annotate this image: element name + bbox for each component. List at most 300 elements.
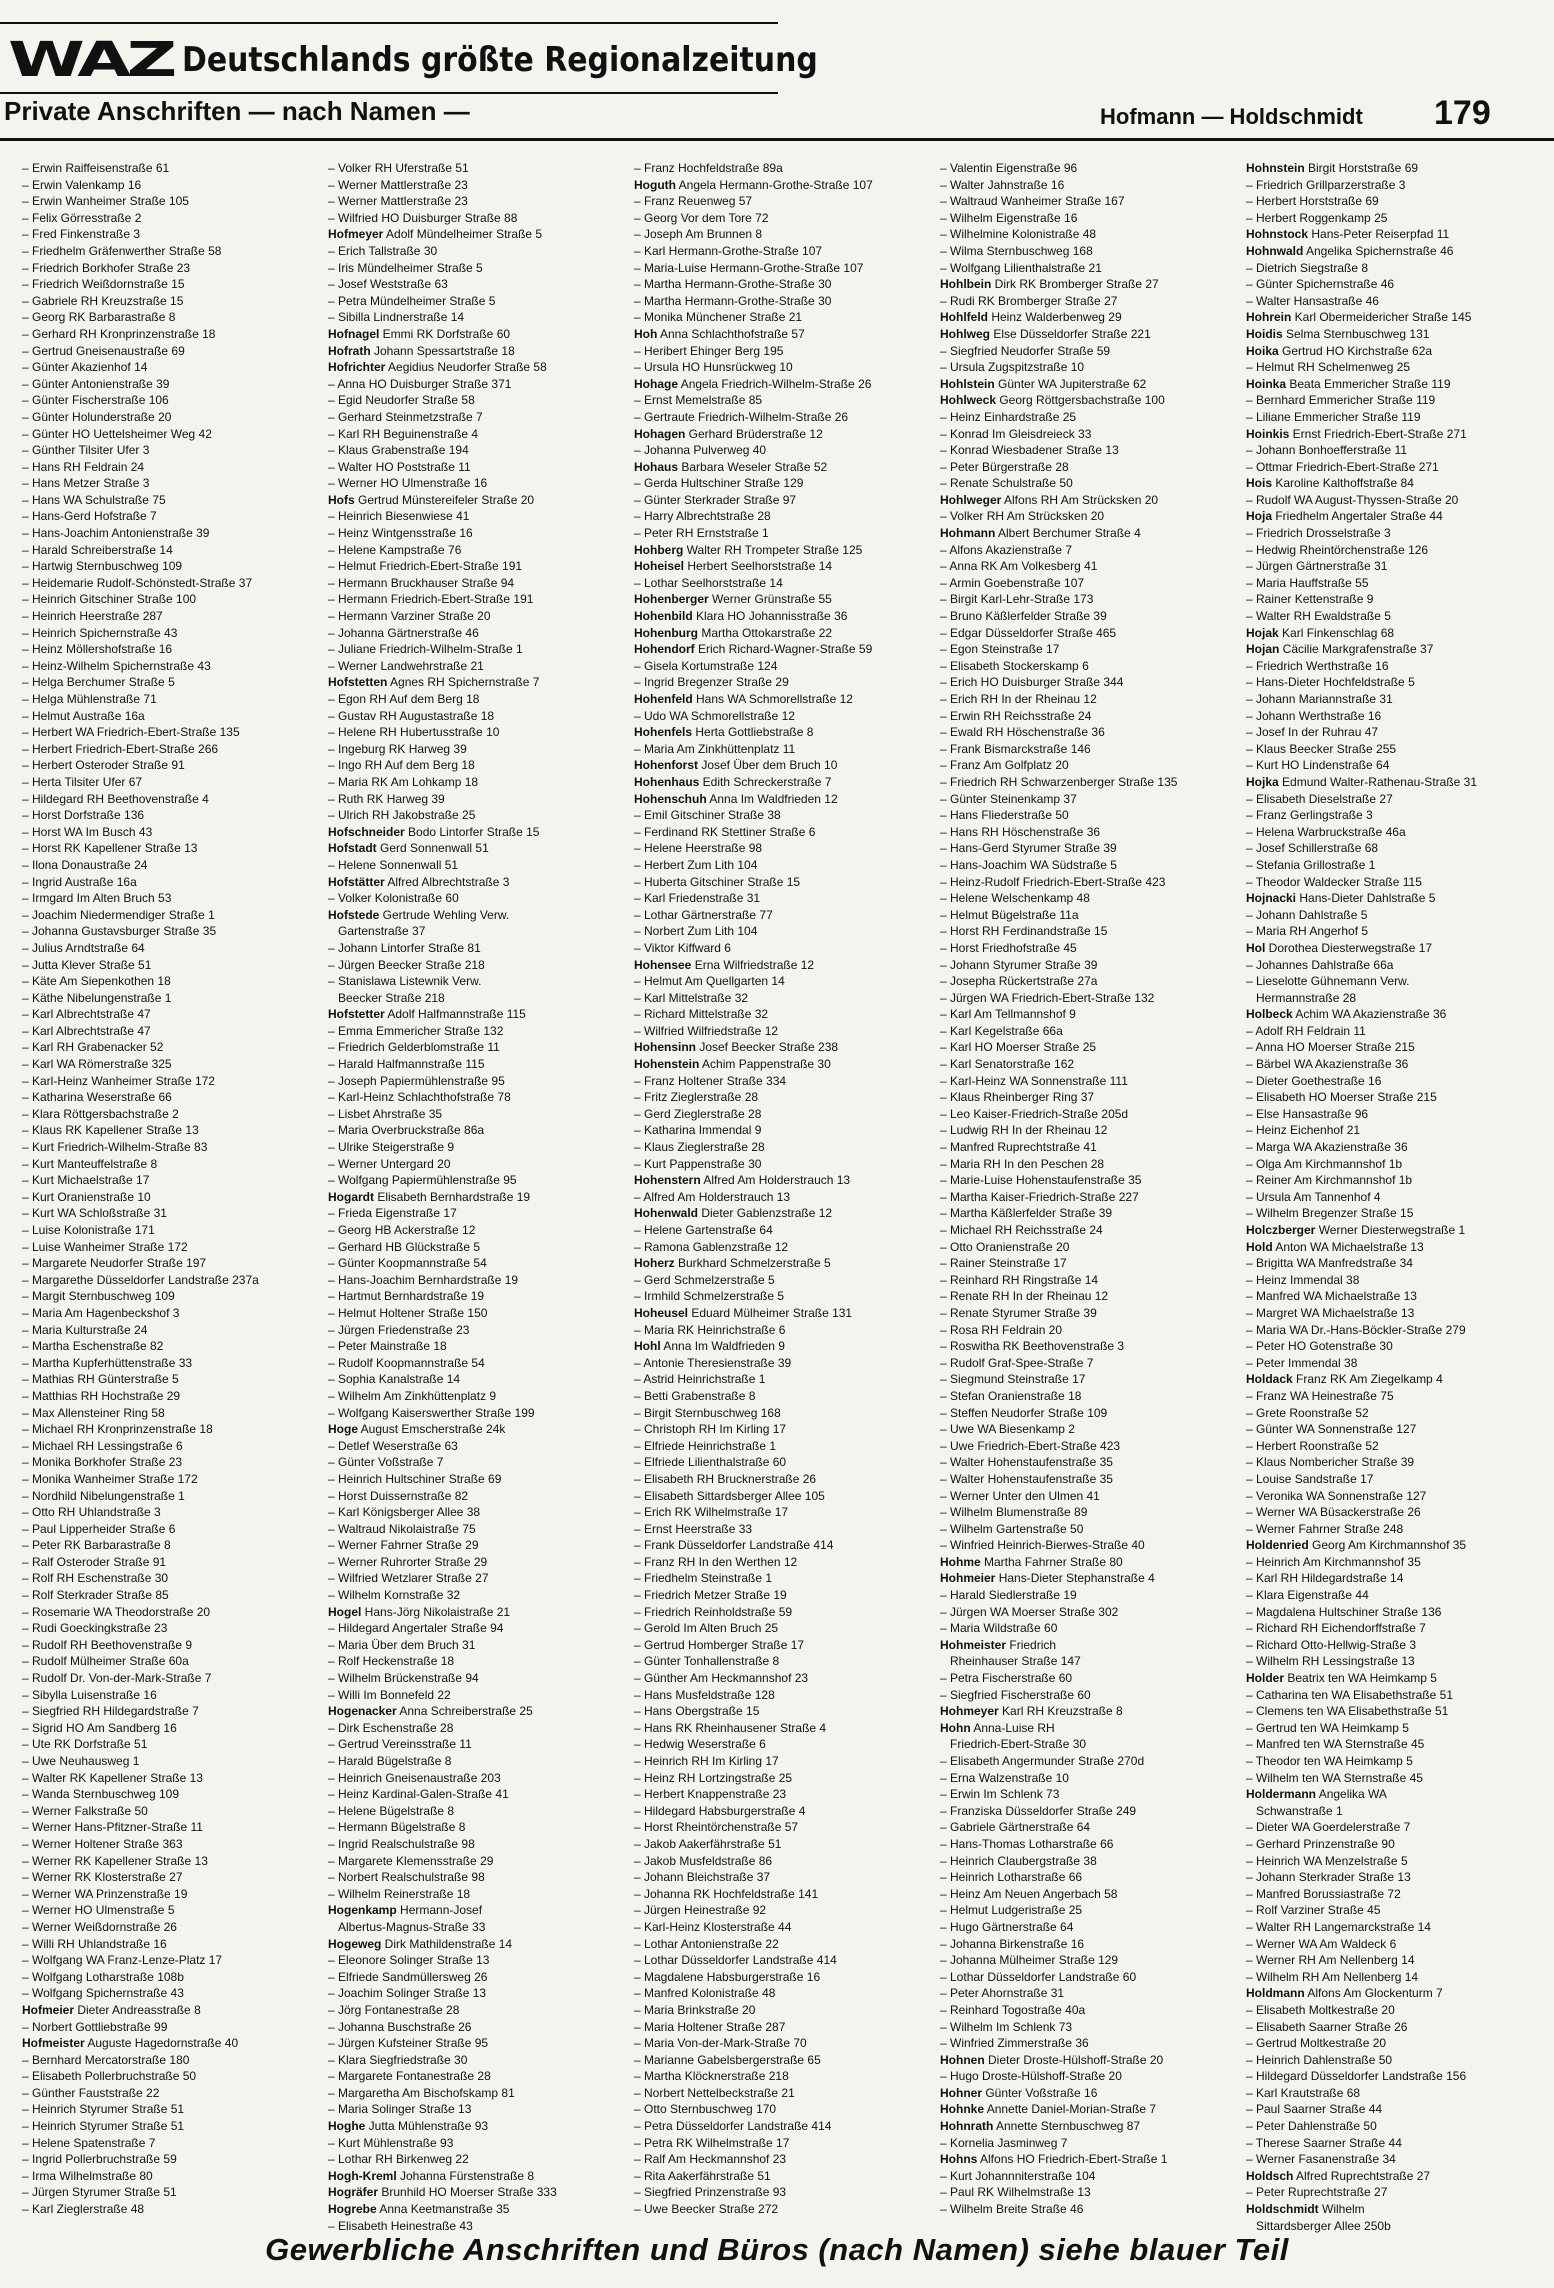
surname-heading: Hohenberger bbox=[634, 592, 709, 607]
listing-entry: – Maria WA Dr.-Hans-Böckler-Straße 279 bbox=[1246, 1322, 1466, 1337]
listing-entry: – Klaus Rheinberger Ring 37 bbox=[940, 1090, 1095, 1105]
listing-entry: – Elisabeth Saarner Straße 26 bbox=[1246, 2019, 1408, 2034]
listing-entry: – Helga Mühlenstraße 71 bbox=[22, 692, 157, 706]
listing-entry: – Margit Sternbuschweg 109 bbox=[22, 1289, 175, 1304]
surname-heading: Hohage bbox=[634, 376, 679, 391]
listing-entry: – Leo Kaiser-Friedrich-Straße 205d bbox=[940, 1106, 1129, 1121]
listing-entry: – Uwe WA Biesenkamp 2 bbox=[940, 1422, 1075, 1437]
listing-entry: – Renate RH In der Rheinau 12 bbox=[940, 1289, 1109, 1304]
listing-entry: – Reiner Am Kirchmannshof 1b bbox=[1246, 1173, 1413, 1188]
listing-entry: – Matthias RH Hochstraße 29 bbox=[22, 1388, 181, 1403]
listing-entry: – Hermann Friedrich-Ebert-Straße 191 bbox=[328, 592, 534, 607]
listing-entry: – Wolfgang Lotharstraße 108b bbox=[22, 1969, 184, 1984]
listing-entry: – Wilhelm Blumenstraße 89 bbox=[940, 1505, 1088, 1520]
listing-entry: – Karl HO Moerser Straße 25 bbox=[940, 1040, 1097, 1055]
surname-heading: Hohme bbox=[940, 1554, 981, 1569]
listing-entry: – Werner Fahrner Straße 29 bbox=[328, 1538, 479, 1553]
listing-entry: – Maria Wildstraße 60 bbox=[940, 1621, 1058, 1636]
listing-entry: – Gertraute Friedrich-Wilhelm-Straße 26 bbox=[634, 409, 849, 424]
listing-entry: – Armin Goebenstraße 107 bbox=[940, 575, 1085, 590]
listing-entry: – Erwin Wanheimer Straße 105 bbox=[22, 194, 189, 209]
listing-entry: – Jutta Klever Straße 51 bbox=[22, 957, 152, 972]
listing-entry: – Johanna Gärtnerstraße 46 bbox=[328, 625, 479, 640]
listing-entry: – Petra Düsseldorfer Landstraße 414 bbox=[634, 2119, 832, 2134]
listing-entry: – Horst RH Ferdinandstraße 15 bbox=[940, 924, 1108, 939]
listing-entry: Hohenhaus Edith Schreckerstraße 7 bbox=[634, 774, 832, 789]
listing-entry: Hofs Gertrud Münstereifeler Straße 20 bbox=[328, 492, 535, 507]
surname-heading: Hofschneider bbox=[328, 824, 405, 839]
surname-heading: Hohlweck bbox=[940, 393, 997, 408]
surname-heading: Hojnacki bbox=[1246, 891, 1297, 906]
listing-entry: – Erwin RH Reichsstraße 24 bbox=[940, 708, 1092, 723]
listing-entry: Hohagen Gerhard Brüderstraße 12 bbox=[634, 426, 823, 441]
listing-entry: – Hans-Joachim Bernhardstraße 19 bbox=[328, 1272, 519, 1287]
listing-entry: – Werner Unter den Ulmen 41 bbox=[940, 1488, 1100, 1503]
listing-entry: – Friedrich Metzer Straße 19 bbox=[634, 1588, 787, 1603]
listing-entry: – Karl-Heinz WA Sonnenstraße 111 bbox=[940, 1073, 1128, 1088]
listing-entry: Hohenbild Klara HO Johannisstraße 36 bbox=[634, 609, 848, 624]
listing-entry: – Friedrich RH Schwarzenberger Straße 135 bbox=[940, 774, 1178, 789]
listing-entry: Hofstadt Gerd Sonnenwall 51 bbox=[328, 841, 489, 856]
listing-entry: – Wilhelm Breite Straße 46 bbox=[940, 2202, 1084, 2217]
listing-entry: – Karl Kegelstraße 66a bbox=[940, 1023, 1063, 1038]
listing-entry: – Hugo Gärtnerstraße 64 bbox=[940, 1919, 1074, 1934]
listing-entry: – Martha Kaiser-Friedrich-Straße 227 bbox=[940, 1189, 1139, 1204]
listing-entry: – Petra RK Wilhelmstraße 17 bbox=[634, 2135, 790, 2150]
surname-heading: Hohenfels bbox=[634, 725, 693, 740]
listing-entry: – Karl Hermann-Grothe-Straße 107 bbox=[634, 243, 823, 258]
listing-entry: – Helmut Bügelstraße 11a bbox=[940, 907, 1079, 922]
listing-entry: – Maria Am Hagenbeckshof 3 bbox=[22, 1305, 180, 1320]
listing-entry: – Karl Senatorstraße 162 bbox=[940, 1057, 1075, 1072]
listing-entry: – Karl Am Tellmannshof 9 bbox=[940, 1007, 1076, 1022]
listing-entry: – Rudolf Graf-Spee-Straße 7 bbox=[940, 1355, 1094, 1370]
name-range: Hofmann — Holdschmidt bbox=[1100, 104, 1363, 129]
listing-entry: – Marianne Gabelsbergerstraße 65 bbox=[634, 2052, 821, 2067]
listing-entry: – Wilhelm Am Zinkhüttenplatz 9 bbox=[328, 1388, 497, 1403]
listing-entry: – Franz Am Golfplatz 20 bbox=[940, 758, 1069, 773]
listing-entry: – Maria RH In den Peschen 28 bbox=[940, 1156, 1105, 1171]
listing-entry: – Petra Mündelheimer Straße 5 bbox=[328, 293, 496, 308]
surname-heading: Hogardt bbox=[328, 1189, 374, 1204]
listing-entry: – Karl Albrechtstraße 47 bbox=[22, 1023, 151, 1038]
listing-entry: – Günter Sterkrader Straße 97 bbox=[634, 492, 797, 507]
listing-entry: Hohlweck Georg Röttgersbachstraße 100 bbox=[940, 393, 1165, 408]
listing-entry: – Franz WA Heinestraße 75 bbox=[1246, 1388, 1394, 1403]
listing-entry: – Alfred Am Holderstrauch 13 bbox=[634, 1189, 791, 1204]
listing-entry: – Gerd Schmelzerstraße 5 bbox=[634, 1272, 775, 1287]
listing-entry: Hofmeier Dieter Andreasstraße 8 bbox=[22, 2002, 201, 2017]
listing-entry: – Wilhelm Brückenstraße 94 bbox=[328, 1671, 479, 1686]
listing-entry: – Peter Mainstraße 18 bbox=[328, 1339, 447, 1354]
listing-entry: Hohnstein Birgit Horststraße 69 bbox=[1246, 161, 1419, 175]
listing-entry: – Manfred Borussiastraße 72 bbox=[1246, 1886, 1401, 1901]
listing-entry: – Werner Weißdornstraße 26 bbox=[22, 1919, 177, 1934]
listing-entry: Holdermann Angelika WA bbox=[1246, 1787, 1387, 1802]
column-2 bbox=[324, 160, 630, 2233]
surname-heading: Hofstätter bbox=[328, 874, 385, 889]
listing-entry: – Rosemarie WA Theodorstraße 20 bbox=[22, 1604, 211, 1619]
listing-entry: – Klaus Beecker Straße 255 bbox=[1246, 741, 1397, 756]
listing-entry: – Karl Zieglerstraße 48 bbox=[22, 2202, 145, 2217]
masthead-rule bbox=[0, 92, 778, 94]
listing-entry: – Erna Walzenstraße 10 bbox=[940, 1770, 1069, 1785]
surname-heading: Hohmeier bbox=[940, 1571, 996, 1586]
listing-entry: – Otto Oranienstraße 20 bbox=[940, 1239, 1070, 1254]
listing-entry: – Monika Wanheimer Straße 172 bbox=[22, 1471, 198, 1486]
listing-entry: – Dirk Eschenstraße 28 bbox=[328, 1720, 454, 1735]
listing-entry: – Maria Hauffstraße 55 bbox=[1246, 575, 1369, 590]
surname-heading: Hofstede bbox=[328, 907, 380, 922]
listing-entry: – Werner Hans-Pfitzner-Straße 11 bbox=[22, 1820, 203, 1835]
listing-entry: – Josef In der Ruhrau 47 bbox=[1246, 725, 1379, 740]
surname-heading: Hohns bbox=[940, 2152, 978, 2167]
listing-entry: – Martha Hermann-Grothe-Straße 30 bbox=[634, 277, 832, 292]
listing-entry: Hohlfeld Heinz Walderbenweg 29 bbox=[940, 310, 1122, 325]
listing-entry: Hold Anton WA Michaelstraße 13 bbox=[1246, 1239, 1424, 1254]
listing-entry: – Günter Steinenkamp 37 bbox=[940, 791, 1077, 806]
listing-entry: – Detlef Weserstraße 63 bbox=[328, 1438, 458, 1453]
listing-entry: – Stefania Grillostraße 1 bbox=[1246, 857, 1376, 872]
listing-entry: – Helena Warbruckstraße 46a bbox=[1246, 824, 1406, 839]
listing-entry: – Lothar Antonienstraße 22 bbox=[634, 1936, 779, 1951]
listing-entry: – Frieda Eigenstraße 17 bbox=[328, 1206, 457, 1221]
listing-entry: Holdmann Alfons Am Glockenturm 7 bbox=[1246, 1986, 1443, 2001]
listing-entry: – Wilhelm RH Am Nellenberg 14 bbox=[1246, 1969, 1419, 1984]
listing-entry: – Ursula Am Tannenhof 4 bbox=[1246, 1189, 1381, 1204]
surname-heading: Holdenried bbox=[1246, 1538, 1309, 1553]
listing-entry: – Alfons Akazienstraße 7 bbox=[940, 542, 1073, 557]
surname-heading: Hoherz bbox=[634, 1256, 675, 1271]
listing-entry: Hofstetter Adolf Halfmannstraße 115 bbox=[328, 1007, 526, 1022]
listing-entry: Hofrichter Aegidius Neudorfer Straße 58 bbox=[328, 360, 547, 375]
listing-entry: – Waltraud Wanheimer Straße 167 bbox=[940, 194, 1125, 209]
listing-entry: Hojak Karl Finkenschlag 68 bbox=[1246, 625, 1395, 640]
listing-entry: Hogel Hans-Jörg Nikolaistraße 21 bbox=[328, 1604, 511, 1619]
column-3 bbox=[630, 160, 936, 2217]
listing-entry: – Wilhelm Gartenstraße 50 bbox=[940, 1521, 1084, 1536]
listing-entry: – Helene Gartenstraße 64 bbox=[634, 1223, 773, 1237]
listing-entry: – Johanna Gustavsburger Straße 35 bbox=[22, 924, 217, 939]
listing-entry: – Hans-Joachim WA Südstraße 5 bbox=[940, 857, 1117, 872]
listing-entry: – Hedwig Rheintörchenstraße 126 bbox=[1246, 542, 1429, 557]
listing-entry: – Werner Mattlerstraße 23 bbox=[328, 194, 468, 209]
listing-entry: – Johann Bonhoefferstraße 11 bbox=[1246, 443, 1408, 458]
listing-entry: Hoika Gertrud HO Kirchstraße 62a bbox=[1246, 343, 1433, 358]
listing-entry: Hoge August Emscherstraße 24k bbox=[328, 1422, 506, 1437]
surname-heading: Hohenburg bbox=[634, 625, 698, 640]
listing-entry: – Helmut Austraße 16a bbox=[22, 708, 145, 723]
listing-entry: – Johanna RK Hochfeldstraße 141 bbox=[634, 1886, 819, 1901]
listing-entry: – Wilfried HO Duisburger Straße 88 bbox=[328, 210, 518, 225]
listing-entry: – Ralf Am Heckmannshof 23 bbox=[634, 2152, 787, 2167]
listing-entry: – Karl Albrechtstraße 47 bbox=[22, 1007, 151, 1022]
listing-entry: – Sibylla Luisenstraße 16 bbox=[22, 1687, 157, 1702]
listing-entry: – Maria RK Heinrichstraße 6 bbox=[634, 1322, 786, 1337]
surname-heading: Hofmeier bbox=[22, 2002, 75, 2017]
listing-entry: – Wolfgang WA Franz-Lenze-Platz 17 bbox=[22, 1953, 223, 1968]
listing-entry: – Fritz Zieglerstraße 28 bbox=[634, 1090, 759, 1105]
listing-entry: Hofschneider Bodo Lintorfer Straße 15 bbox=[328, 824, 540, 839]
listing-entry: Rheinhauser Straße 147 bbox=[940, 1654, 1081, 1669]
listing-entry: – Gustav RH Augustastraße 18 bbox=[328, 708, 495, 723]
surname-heading: Hogel bbox=[328, 1604, 362, 1619]
listing-entry: Holder Beatrix ten WA Heimkamp 5 bbox=[1246, 1671, 1437, 1686]
surname-heading: Hogräfer bbox=[328, 2185, 379, 2200]
listing-entry: – Franziska Düsseldorfer Straße 249 bbox=[940, 1803, 1137, 1818]
listing-entry: – Jürgen Styrumer Straße 51 bbox=[22, 2185, 177, 2200]
listing-entry: – Harry Albrechtstraße 28 bbox=[634, 509, 771, 524]
listing-entry: – Norbert Zum Lith 104 bbox=[634, 924, 758, 939]
surname-heading: Hojka bbox=[1246, 774, 1279, 789]
listing-entry: Hohenburg Martha Ottokarstraße 22 bbox=[634, 625, 833, 640]
listing-entry: – Reinhard Togostraße 40a bbox=[940, 2002, 1086, 2017]
listing-entry: – Hans Musfeldstraße 128 bbox=[634, 1687, 775, 1702]
listing-entry: Friedrich-Ebert-Straße 30 bbox=[940, 1737, 1087, 1752]
listing-entry: – Heinz Möllershofstraße 16 bbox=[22, 642, 173, 657]
listing-entry: – Jörg Fontanestraße 28 bbox=[328, 2002, 460, 2017]
listing-entry: – Helene Spatenstraße 7 bbox=[22, 2135, 156, 2150]
listing-entry: – Erich HO Duisburger Straße 344 bbox=[940, 675, 1124, 690]
listing-entry: – Nordhild Nibelungenstraße 1 bbox=[22, 1488, 185, 1503]
surname-heading: Hofrichter bbox=[328, 360, 386, 375]
listing-entry: – Wilhelm RH Lessingstraße 13 bbox=[1246, 1654, 1415, 1669]
listing-entry: – Karl WA Römerstraße 325 bbox=[22, 1057, 172, 1072]
listing-entry: – Volker RH Uferstraße 51 bbox=[328, 161, 469, 175]
masthead bbox=[8, 30, 904, 90]
listing-entry: – Magdalena Hultschiner Straße 136 bbox=[1246, 1604, 1442, 1619]
listing-entry: Hohenstern Alfred Am Holderstrauch 13 bbox=[634, 1173, 851, 1188]
listing-entry: – Heinrich Hultschiner Straße 69 bbox=[328, 1471, 502, 1486]
listing-entry: – Günter WA Sonnenstraße 127 bbox=[1246, 1422, 1417, 1437]
listing-entry: – Felix Görresstraße 2 bbox=[22, 210, 142, 225]
listing-entry: – Georg HB Ackerstraße 12 bbox=[328, 1223, 476, 1237]
listing-entry: – Josef Schillerstraße 68 bbox=[1246, 841, 1379, 856]
listing-entry: Hohenfeld Hans WA Schmorellstraße 12 bbox=[634, 692, 853, 706]
listing-entry: – Heinrich Styrumer Straße 51 bbox=[22, 2119, 185, 2134]
listing-entry: – Joachim Niedermendiger Straße 1 bbox=[22, 907, 215, 922]
listing-entry: – Egid Neudorfer Straße 58 bbox=[328, 393, 475, 408]
listing-entry: – Jürgen Beecker Straße 218 bbox=[328, 957, 485, 972]
listing-entry: – Helga Berchumer Straße 5 bbox=[22, 675, 175, 690]
listing-entry: – Werner Untergard 20 bbox=[328, 1156, 451, 1171]
listing-entry: – Rudolf Koopmannstraße 54 bbox=[328, 1355, 485, 1370]
listing-entry: – Maria Über dem Bruch 31 bbox=[328, 1637, 476, 1652]
listing-entry: – Else Hansastraße 96 bbox=[1246, 1106, 1369, 1121]
listing-entry: – Hermann Bruckhauser Straße 94 bbox=[328, 575, 515, 590]
listing-entry: – Bruno Käßlerfelder Straße 39 bbox=[940, 609, 1107, 624]
listing-entry: – Gerd Zieglerstraße 28 bbox=[634, 1106, 762, 1121]
listing-entry: – Otto RH Uhlandstraße 3 bbox=[22, 1505, 161, 1520]
listing-entry: – Volker Kolonistraße 60 bbox=[328, 891, 459, 906]
listing-entry: – Martha Eschenstraße 82 bbox=[22, 1339, 164, 1354]
listing-entry: – Friedrich Werthstraße 16 bbox=[1246, 658, 1389, 673]
listing-entry: – Rita Aakerfährstraße 51 bbox=[634, 2168, 771, 2183]
listing-entry: – Friedrich Reinholdstraße 59 bbox=[634, 1604, 793, 1619]
listing-entry: – Wolfgang Spichernstraße 43 bbox=[22, 1986, 184, 2001]
listing-entry: – Helmut Holtener Straße 150 bbox=[328, 1305, 488, 1320]
listing-entry: Hofmeyer Adolf Mündelheimer Straße 5 bbox=[328, 227, 543, 242]
listing-entry: Holdsch Alfred Ruprechtstraße 27 bbox=[1246, 2168, 1431, 2183]
waz-logo: WAZ bbox=[8, 32, 173, 88]
listing-entry: – Karl RH Hildegardstraße 14 bbox=[1246, 1571, 1404, 1586]
listing-entry: – Luise Wanheimer Straße 172 bbox=[22, 1239, 188, 1254]
listing-entry: – Hans-Gerd Hofstraße 7 bbox=[22, 509, 157, 524]
listing-entry: – Gerhard Prinzenstraße 90 bbox=[1246, 1836, 1395, 1851]
surname-heading: Hoheisel bbox=[634, 559, 685, 574]
listing-entry: – Johannes Dahlstraße 66a bbox=[1246, 957, 1394, 972]
listing-entry: – Rudolf Dr. Von-der-Mark-Straße 7 bbox=[22, 1671, 212, 1686]
surname-heading: Hohnwald bbox=[1246, 243, 1304, 258]
listing-entry: – Joseph Papiermühlenstraße 95 bbox=[328, 1073, 505, 1088]
listing-entry: – Kurt Michaelstraße 17 bbox=[22, 1173, 150, 1188]
listing-entry: – Martha Klöcknerstraße 218 bbox=[634, 2069, 789, 2084]
listing-entry: – Rudi Goeckingkstraße 23 bbox=[22, 1621, 168, 1636]
surname-heading: Hohenforst bbox=[634, 758, 698, 773]
listing-entry: – Johanna Buschstraße 26 bbox=[328, 2019, 472, 2034]
listing-entry: – Bärbel WA Akazienstraße 36 bbox=[1246, 1057, 1409, 1072]
surname-heading: Hohensee bbox=[634, 957, 692, 972]
listing-entry: – Helene RH Hubertusstraße 10 bbox=[328, 725, 500, 740]
listing-entry: Hol Dorothea Diesterwegstraße 17 bbox=[1246, 940, 1433, 955]
surname-heading: Hogenkamp bbox=[328, 1903, 397, 1918]
listing-entry: – Olga Am Kirchmannshof 1b bbox=[1246, 1156, 1403, 1171]
listing-entry: – Helene Welschenkamp 48 bbox=[940, 891, 1090, 906]
listing-entry: – Hans-Dieter Hochfeldstraße 5 bbox=[1246, 675, 1415, 690]
listing-entry: Schwanstraße 1 bbox=[1246, 1803, 1343, 1818]
listing-entry: – Gerhard HB Glückstraße 5 bbox=[328, 1239, 481, 1254]
surname-heading: Hohnke bbox=[940, 2102, 985, 2117]
listing-entry: – Wilhelmine Kolonistraße 48 bbox=[940, 227, 1097, 242]
listing-entry: Hermannstraße 28 bbox=[1246, 990, 1357, 1005]
listing-entry: – Werner WA Büsackerstraße 26 bbox=[1246, 1505, 1421, 1520]
listing-entry: – Hermann Bügelstraße 8 bbox=[328, 1820, 466, 1835]
listing-entry: Hohlstein Günter WA Jupiterstraße 62 bbox=[940, 376, 1147, 391]
listing-entry: – Michael RH Lessingstraße 6 bbox=[22, 1438, 183, 1453]
listing-entry: – Liliane Emmericher Straße 119 bbox=[1246, 409, 1421, 424]
column-1 bbox=[18, 160, 324, 2217]
listing-entry: – Maria Von-der-Mark-Straße 70 bbox=[634, 2036, 807, 2051]
listing-entry: – Horst Rheintörchenstraße 57 bbox=[634, 1820, 799, 1835]
surname-heading: Hogrebe bbox=[328, 2202, 377, 2217]
listing-entry: – Hartwig Sternbuschweg 109 bbox=[22, 559, 183, 574]
listing-entry: – Hans-Gerd Styrumer Straße 39 bbox=[940, 841, 1117, 856]
listing-entry: Hogräfer Brunhild HO Moerser Straße 333 bbox=[328, 2185, 557, 2200]
listing-entry: Hofstede Gertrude Wehling Verw. bbox=[328, 907, 510, 922]
listing-entry: – Ilona Donaustraße 24 bbox=[22, 857, 148, 872]
listing-entry: Hoinkis Ernst Friedrich-Ebert-Straße 271 bbox=[1246, 426, 1467, 441]
surname-heading: Hohnstock bbox=[1246, 227, 1309, 242]
listing-entry: – Uwe Beecker Straße 272 bbox=[634, 2202, 779, 2217]
listing-entry: – Walter Hohenstaufenstraße 35 bbox=[940, 1471, 1113, 1486]
listing-entry: – Martha Hermann-Grothe-Straße 30 bbox=[634, 293, 832, 308]
listing-entry: – Erich RK Wilhelmstraße 17 bbox=[634, 1505, 789, 1520]
listing-entry: – Bernhard Mercatorstraße 180 bbox=[22, 2052, 190, 2067]
listing-entry: – Margarete Neudorfer Straße 197 bbox=[22, 1256, 207, 1271]
surname-heading: Hofrath bbox=[328, 343, 371, 358]
listing-entry: – Sigrid HO Am Sandberg 16 bbox=[22, 1720, 177, 1735]
listing-entry: Albertus-Magnus-Straße 33 bbox=[328, 1919, 486, 1934]
listing-entry: – Heinrich Claubergstraße 38 bbox=[940, 1853, 1097, 1868]
surname-heading: Hogh-Kreml bbox=[328, 2168, 397, 2183]
listing-entry: – Peter Dahlenstraße 50 bbox=[1246, 2119, 1377, 2134]
listing-entry: – Monika Münchener Straße 21 bbox=[634, 310, 803, 325]
listing-entry: – Ute RK Dorfstraße 51 bbox=[22, 1737, 148, 1752]
listing-entry: – Elisabeth Stockerskamp 6 bbox=[940, 658, 1089, 673]
listing-entry: – Elfriede Lilienthalstraße 60 bbox=[634, 1455, 787, 1470]
listing-entry: – Elisabeth RH Brucknerstraße 26 bbox=[634, 1471, 817, 1486]
surname-heading: Hoheusel bbox=[634, 1305, 689, 1320]
listing-entry: – Kornelia Jasminweg 7 bbox=[940, 2135, 1068, 2150]
listing-entry: – Rolf Varziner Straße 45 bbox=[1246, 1903, 1381, 1918]
listing-entry: – Hugo Droste-Hülshoff-Straße 20 bbox=[940, 2069, 1122, 2084]
listing-entry: – Emil Gitschiner Straße 38 bbox=[634, 808, 781, 823]
listing-entry: – Birgit Sternbuschweg 168 bbox=[634, 1405, 781, 1420]
listing-entry: – Herbert Horststraße 69 bbox=[1246, 194, 1379, 209]
listing-entry: – Viktor Kiffward 6 bbox=[634, 940, 731, 955]
listing-entry: – Wilhelm Eigenstraße 16 bbox=[940, 210, 1078, 225]
listing-entry: – Peter HO Gotenstraße 30 bbox=[1246, 1339, 1393, 1354]
listing-entry: – Werner RH Am Nellenberg 14 bbox=[1246, 1953, 1415, 1968]
listing-entry: – Max Allensteiner Ring 58 bbox=[22, 1405, 165, 1420]
listing-entry: – Sibilla Lindnerstraße 14 bbox=[328, 310, 465, 325]
listing-entry: – Lieselotte Gühnemann Verw. bbox=[1246, 974, 1410, 989]
listing-entry: – Johann Lintorfer Straße 81 bbox=[328, 940, 481, 955]
listing-entry: – Elisabeth Sittardsberger Allee 105 bbox=[634, 1488, 825, 1503]
listing-entry: – Herbert Osteroder Straße 91 bbox=[22, 758, 185, 773]
listing-entry: – Magdalene Habsburgerstraße 16 bbox=[634, 1969, 821, 1984]
listing-entry: Hohnke Annette Daniel-Morian-Straße 7 bbox=[940, 2102, 1157, 2117]
listing-entry: – Hildegard RH Beethovenstraße 4 bbox=[22, 791, 209, 806]
surname-heading: Hofstetter bbox=[328, 1007, 385, 1022]
listing-entry: – Margret WA Michaelstraße 13 bbox=[1246, 1305, 1415, 1320]
listing-entry: – Lothar RH Birkenweg 22 bbox=[328, 2152, 469, 2167]
surname-heading: Hogenacker bbox=[328, 1704, 397, 1719]
listing-entry: – Lothar Düsseldorfer Landstraße 60 bbox=[940, 1969, 1137, 1984]
listing-entry: – Margarethe Düsseldorfer Landstraße 237a bbox=[22, 1272, 259, 1287]
surname-heading: Hohenwald bbox=[634, 1206, 699, 1221]
listing-entry: – Werner Falkstraße 50 bbox=[22, 1803, 148, 1818]
listing-entry: – Ingrid Realschulstraße 98 bbox=[328, 1836, 475, 1851]
listing-entry: – Jürgen Heinestraße 92 bbox=[634, 1903, 767, 1918]
listing-entry: – Hans RK Rheinhausener Straße 4 bbox=[634, 1720, 827, 1735]
listing-entry: – Uwe Friedrich-Ebert-Straße 423 bbox=[940, 1438, 1121, 1453]
listing-entry: – Reinhard RH Ringstraße 14 bbox=[940, 1272, 1099, 1287]
surname-heading: Hogeweg bbox=[328, 1936, 382, 1951]
listing-entry: Hoheisel Herbert Seelhorststraße 14 bbox=[634, 559, 833, 574]
listing-entry: – Ursula Zugspitzstraße 10 bbox=[940, 360, 1085, 375]
listing-entry: – Friedhelm Steinstraße 1 bbox=[634, 1571, 773, 1586]
listing-entry: – Ernst Memelstraße 85 bbox=[634, 393, 763, 408]
listing-entry: – Walter Hansastraße 46 bbox=[1246, 293, 1379, 308]
listing-entry: – Harald Bügelstraße 8 bbox=[328, 1754, 452, 1768]
listing-entry: – Ottmar Friedrich-Ebert-Straße 271 bbox=[1246, 459, 1439, 474]
listing-entry: – Gerhard RH Kronprinzenstraße 18 bbox=[22, 326, 216, 341]
listing-entry: – Jürgen WA Moerser Straße 302 bbox=[940, 1604, 1119, 1619]
surname-heading: Hohlfeld bbox=[940, 310, 988, 325]
listing-entry: – Richard Mittelstraße 32 bbox=[634, 1007, 769, 1022]
listing-entry: – Jürgen WA Friedrich-Ebert-Straße 132 bbox=[940, 990, 1155, 1005]
listing-entry: – Anna HO Duisburger Straße 371 bbox=[328, 376, 512, 391]
surname-heading: Hohnstein bbox=[1246, 161, 1305, 175]
listing-entry: – Harald Halfmannstraße 115 bbox=[328, 1057, 485, 1072]
listing-entry: – Stefan Oranienstraße 18 bbox=[940, 1388, 1082, 1403]
surname-heading: Hoghe bbox=[328, 2119, 366, 2134]
listing-entry: – Rolf Heckenstraße 18 bbox=[328, 1654, 455, 1669]
listing-entry: – Heinrich Gitschiner Straße 100 bbox=[22, 592, 197, 607]
listing-entry: – Jürgen Friedenstraße 23 bbox=[328, 1322, 470, 1337]
listing-entry: – Ernst Heerstraße 33 bbox=[634, 1521, 753, 1536]
